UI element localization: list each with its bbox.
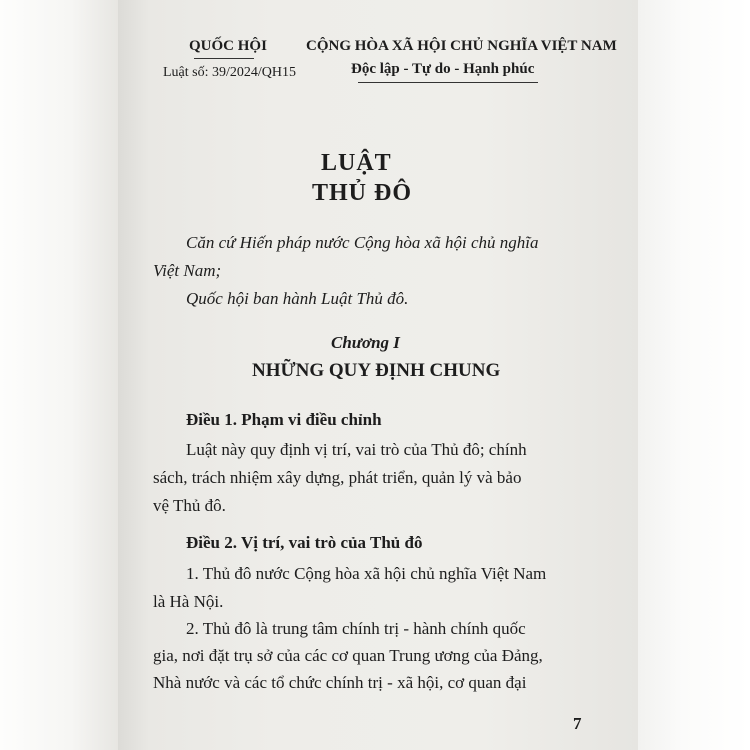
chapter-number: Chương I bbox=[331, 333, 400, 352]
country-name: CỘNG HÒA XÃ HỘI CHỦ NGHĨA VIỆT NAM bbox=[306, 38, 617, 54]
article-1-line-1: Luật này quy định vị trí, vai trò của Thủ đô; chính bbox=[186, 440, 527, 459]
document-type: LUẬT bbox=[321, 150, 392, 176]
article-2-clause-2-line-1: 2. Thủ đô là trung tâm chính trị - hành chính quốc bbox=[186, 619, 526, 638]
book-page bbox=[118, 0, 638, 750]
right-background bbox=[638, 0, 750, 750]
preamble-line-2: Việt Nam; bbox=[153, 261, 222, 280]
article-2-clause-1-line-1: 1. Thủ đô nước Cộng hòa xã hội chủ nghĩa Việt Nam bbox=[186, 564, 547, 583]
national-motto: Độc lập - Tự do - Hạnh phúc bbox=[351, 61, 535, 77]
preamble-line-3: Quốc hội ban hành Luật Thủ đô. bbox=[186, 289, 409, 308]
preamble-line-1: Căn cứ Hiến pháp nước Cộng hòa xã hội chủ nghĩa bbox=[186, 233, 539, 252]
article-1-line-2: sách, trách nhiệm xây dựng, phát triển, quản lý và bảo bbox=[153, 468, 522, 487]
law-number: Luật số: 39/2024/QH15 bbox=[163, 65, 296, 80]
document-title: THỦ ĐÔ bbox=[312, 180, 413, 206]
article-2-clause-1-line-2: là Hà Nội. bbox=[153, 592, 224, 611]
issuing-body-underline bbox=[194, 58, 254, 59]
article-2-clause-2-line-2: gia, nơi đặt trụ sở của các cơ quan Trung ương của Đảng, bbox=[153, 646, 543, 665]
article-2-clause-2-line-3: Nhà nước và các tổ chức chính trị - xã hội, cơ quan đại bbox=[153, 673, 527, 692]
article-1-line-3: vệ Thủ đô. bbox=[153, 496, 226, 515]
left-background bbox=[0, 0, 118, 750]
chapter-title: NHỮNG QUY ĐỊNH CHUNG bbox=[252, 360, 501, 381]
article-1-heading: Điều 1. Phạm vi điều chỉnh bbox=[186, 410, 382, 429]
article-2-heading: Điều 2. Vị trí, vai trò của Thủ đô bbox=[186, 533, 423, 552]
page-number: 7 bbox=[573, 714, 582, 733]
motto-underline bbox=[358, 82, 538, 83]
issuing-body: QUỐC HỘI bbox=[189, 38, 267, 54]
